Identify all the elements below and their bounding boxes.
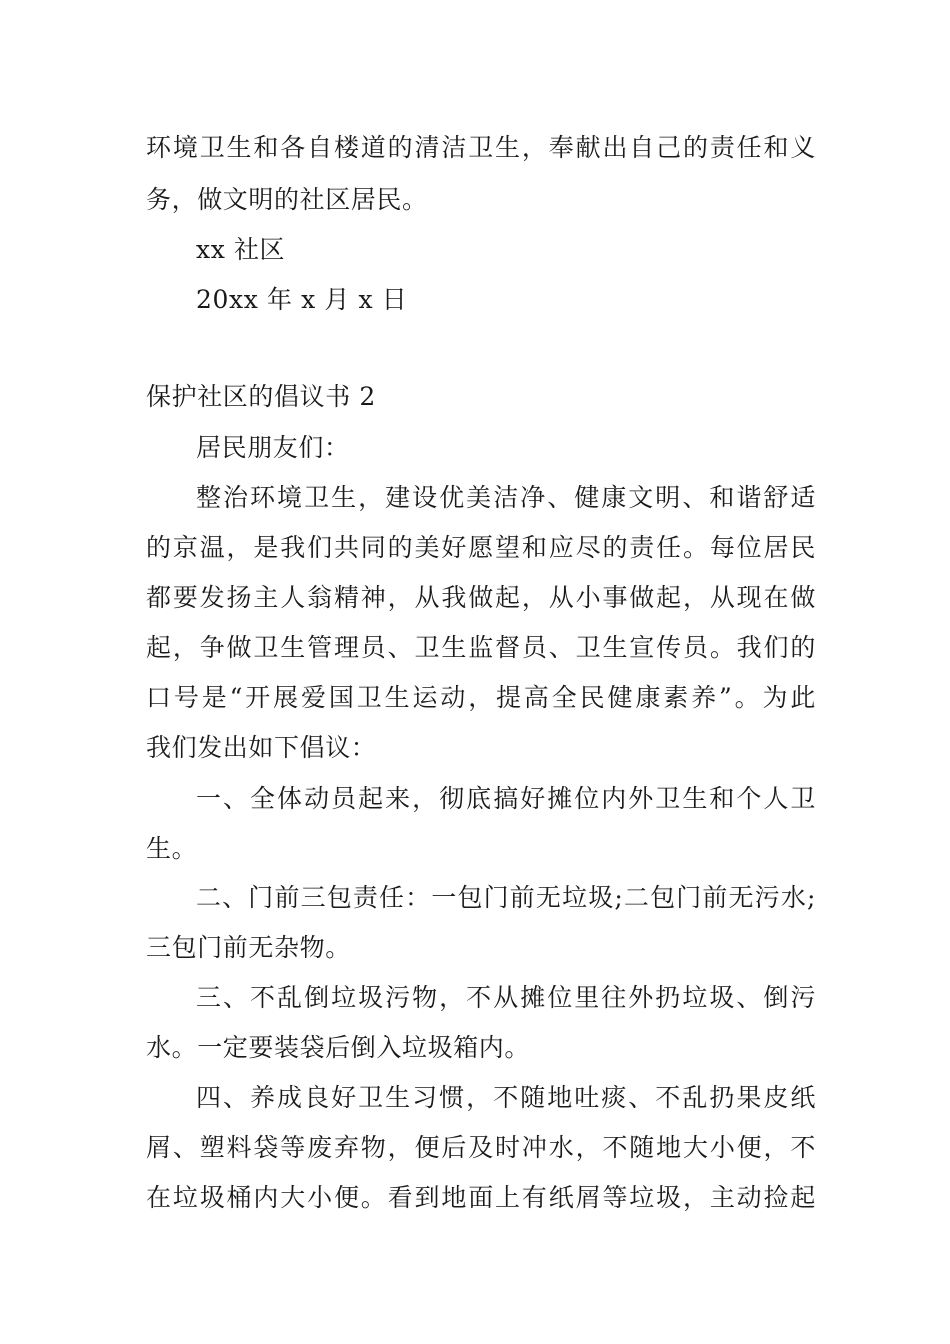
paragraph-line: 三包门前无杂物。 [146, 933, 351, 962]
proposal-item-1: 一、全体动员起来，彻底搞好摊位内外卫生和个人卫 [196, 784, 816, 813]
paragraph-line: 生。 [146, 834, 198, 863]
paragraph-line: 我们发出如下倡议： [146, 733, 377, 762]
signature-community: xx 社区 [196, 235, 286, 264]
paragraph-line: 环境卫生和各自楼道的清洁卫生，奉献出自己的责任和义 [146, 133, 816, 162]
proposal-item-4: 四、养成良好卫生习惯，不随地吐痰、不乱扔果皮纸 [196, 1083, 816, 1112]
paragraph-line: 都要发扬主人翁精神，从我做起，从小事做起，从现在做 [146, 583, 816, 612]
paragraph-line: 屑、塑料袋等废弃物，便后及时冲水，不随地大小便，不 [146, 1133, 816, 1162]
paragraph-line: 水。一定要装袋后倒入垃圾箱内。 [146, 1033, 531, 1062]
paragraph-line: 起，争做卫生管理员、卫生监督员、卫生宣传员。我们的 [146, 633, 816, 662]
proposal-item-2: 二、门前三包责任：一包门前无垃圾;二包门前无污水; [196, 883, 816, 912]
paragraph-line: 务，做文明的社区居民。 [146, 185, 428, 214]
paragraph-line: 在垃圾桶内大小便。看到地面上有纸屑等垃圾，主动捡起 [146, 1183, 816, 1212]
paragraph-line: 整治环境卫生，建设优美洁净、健康文明、和谐舒适 [196, 483, 816, 512]
signature-date: 20xx 年 x 月 x 日 [196, 285, 408, 314]
paragraph-line: 口号是“开展爱国卫生运动，提高全民健康素养”。为此 [146, 683, 816, 712]
section-title: 保护社区的倡议书 2 [146, 382, 376, 411]
proposal-item-3: 三、不乱倒垃圾污物，不从摊位里往外扔垃圾、倒污 [196, 983, 816, 1012]
paragraph-line: 的京温，是我们共同的美好愿望和应尽的责任。每位居民 [146, 533, 816, 562]
salutation: 居民朋友们： [196, 433, 350, 462]
